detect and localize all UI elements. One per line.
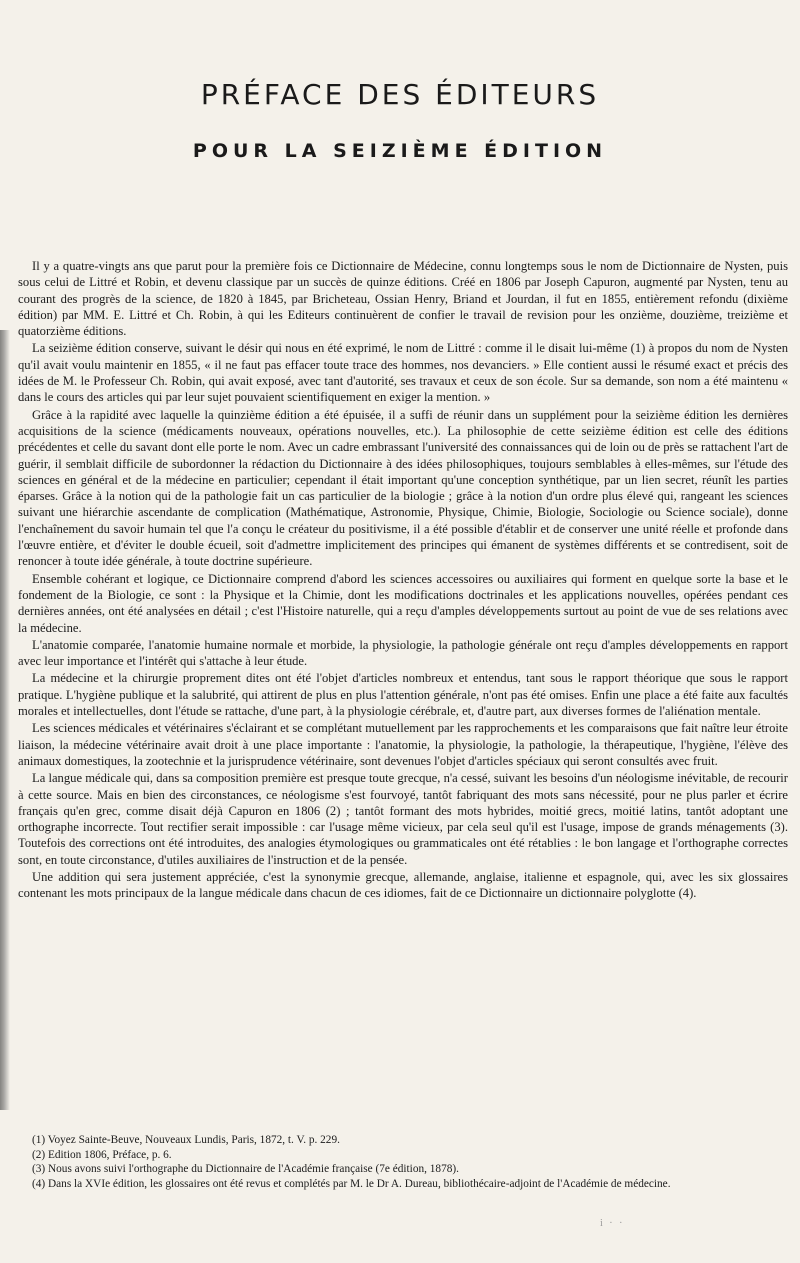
print-specks: i · ·: [600, 1218, 625, 1229]
paragraph: La seizième édition conserve, suivant le désir qui nous en été exprimé, le nom de Littré : comme il le disait lui-même (1) à propos du nom de Nysten qu'il avait voulu maintenir en 1855, « il ne faut pas effacer toute trace des hommes, nos devanciers. » Elle contient aussi le résumé exact et précis des idées de M. le Professeur Ch. Robin, qui avait exposé, avec tant d'autorité, ses travaux et ceux de son école. Sur sa demande, son nom a été maintenu « dans le cours des articles qui par leur sujet pouvaient scientifiquement en exiger la mention. »: [18, 341, 788, 405]
footnotes: [18, 1133, 788, 1191]
footnote: (2) Edition 1806, Préface, p. 6.: [32, 1148, 172, 1161]
preface-body: [18, 258, 788, 903]
paragraph: L'anatomie comparée, l'anatomie humaine normale et morbide, la physiologie, la pathologie générale ont reçu d'amples développements en rapport avec leur importance et l'intérêt qui s'attache à leur étude.: [18, 637, 788, 669]
paragraph: Une addition qui sera justement appréciée, c'est la synonymie grecque, allemande, anglaise, italienne et espagnole, qui, avec les six glossaires contenant les mots principaux de la langue médicale dans chacun de ces idiomes, fait de ce Dictionnaire un dictionnaire polyglotte (4).: [18, 869, 788, 901]
paragraph: La langue médicale qui, dans sa composition première est presque toute grecque, n'a cessé, suivant les besoins d'un néologisme inévitable, de recourir à cette source. Mais en bien des circonstances, ce néologisme s'est fourvoyé, tantôt fabriquant des mots sans nécessité, pour ne plus parler et écrire français qu'en grec, comme disait déjà Capuron en 1806 (2) ; tantôt formant des mots hybrides, moitié grecs, moitié latins, tantôt adoptant une orthographe incorrecte. Tout rectifier serait impossible : car l'usage même vicieux, par cela seul qu'il est l'usage, impose de grands ménagements (3). Toutefois des corrections ont été introduites, des analogies étymologiques ou grammaticales ont été rétablies : le bon langage et l'orthographe correctes sont, en toute circonstance, d'utiles auxiliaires de l'instruction et de la pensée.: [18, 771, 788, 867]
paragraph: La médecine et la chirurgie proprement dites ont été l'objet d'articles nombreux et entendus, tant sous le rapport théorique que sous le rapport pratique. L'hygiène publique et la salubrité, qui attirent de plus en plus l'attention générale, n'ont pas été omises. Enfin une place a été faite aux facultés morales et intellectuelles, dont l'étude se rattache, d'une part, à la physiologie cérébrale, et, d'autre part, aux diverses formes de l'aliénation mentale.: [18, 671, 788, 719]
footnote: (4) Dans la XVIe édition, les glossaires ont été revus et complétés par M. le Dr A. Dureau, bibliothécaire-adjoint de l'Académie de médecine.: [32, 1177, 671, 1190]
binding-shadow: [0, 330, 10, 1110]
paragraph: Ensemble cohérant et logique, ce Dictionnaire comprend d'abord les sciences accessoires ou auxiliaires qui forment en quelque sorte la base et le fondement de la Biologie, ce sont : la Physique et la Chimie, dont les modifications doctrinales et les applications nouvelles, opérées pendant ces dernières années, ont été analysées en détail ; c'est l'Histoire naturelle, qui a reçu d'amples développements surtout au point de vue de ses relations avec la médecine.: [18, 571, 788, 635]
footnote: (3) Nous avons suivi l'orthographe du Dictionnaire de l'Académie française (7e édition, 1878).: [32, 1163, 459, 1175]
paragraph: Les sciences médicales et vétérinaires s'éclairant et se complétant mutuellement par les rapprochements et les comparaisons que fait naître leur étroite liaison, la médecine vétérinaire avait droit à une place importante : l'anatomie, la physiologie, la pathologie, la thérapeutique, l'hygiène, l'élève des animaux domestiques, la zootechnie et la jurisprudence vétérinaire, sont devenues l'objet d'articles spéciaux qui seront consultés avec fruit.: [18, 721, 788, 768]
page-subtitle: POUR LA SEIZIÈME ÉDITION: [192, 140, 608, 162]
page-title: PRÉFACE DES ÉDITEURS: [200, 78, 600, 111]
paragraph: Il y a quatre-vingts ans que parut pour la première fois ce Dictionnaire de Médecine, connu longtemps sous le nom de Dictionnaire de Nysten, puis sous celui de Littré et Robin, et devenu classique par un succès de quinze éditions. Créé en 1806 par Joseph Capuron, augmenté par Nysten, tenu au courant des progrès de la science, de 1820 à 1845, par Bricheteau, Ossian Henry, Briand et Jourdan, il fut en 1855, entièrement refondu (dixième édition) par MM. E. Littré et Ch. Robin, à qui les Editeurs continuèrent de confier le travail de revision pour les onzième, douzième, treizième et quatorzième éditions.: [18, 259, 788, 339]
footnote: (1) Voyez Sainte-Beuve, Nouveaux Lundis, Paris, 1872, t. V. p. 229.: [32, 1134, 340, 1146]
paragraph: Grâce à la rapidité avec laquelle la quinzième édition a été épuisée, il a suffi de réunir dans un supplément pour la seizième édition les dernières acquisitions de la science (médicaments nouveaux, opérations nouvelles, etc.). La philosophie de cette seizième édition est celle des éditions précédentes et celle du savant dont elle porte le nom. Avec un cadre embrassant l'université des connaissances qui de loin ou de près se rattachent l'art de guérir, il semblait difficile de subordonner la rédaction du Dictionnaire à des idées philosophiques, toujours semblables à elles-mêmes, sur l'étude des sciences en général et de la médecine en particulier; cependant il était important qu'une conception synthétique, par un lien secret, réunît les parties éparses. Grâce à la notion qui de la pathologie fait un cas particulier de la biologie ; grâce à la notion d'un ordre plus élevé qui, rangeant les sciences suivant une hiérarchie ascendante de complication (Mathématique, Astronomie, Physique, Chimie, Biologie, Sociologie ou Science sociale), donne l'enchaînement du savoir humain tel que l'a conçu le créateur du positivisme, il a été possible d'établir et de conserver une unité réelle et profonde dans l'œuvre entière, et d'éviter le double écueil, soit d'admettre implicitement des principes qui émanent de systèmes différents et se contredisent, soit de renoncer à toute idée générale, à toute doctrine supérieure.: [18, 407, 788, 569]
